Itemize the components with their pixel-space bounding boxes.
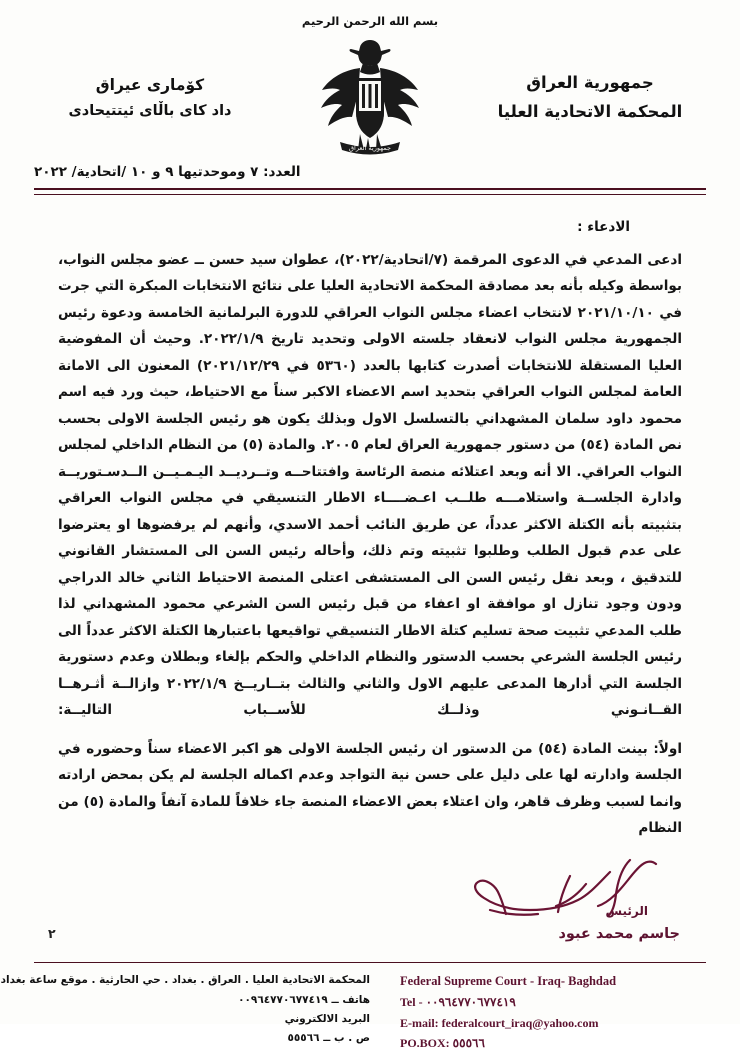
footer-email-label-arabic: البريد الالكتروني	[284, 1013, 370, 1026]
footer-address-arabic: المحكمة الاتحادية العليا . العراق . بغداد . حي الحارثية . موقع ساعة بغداد	[0, 974, 370, 987]
country-name-kurdish: كۆماری عیراق	[95, 75, 205, 94]
emblem-scroll-caption: جمهورية العراق	[349, 144, 391, 152]
footer-phone-label: هاتف ــ	[331, 993, 370, 1006]
footer-arabic-block	[0, 971, 370, 1053]
footer-phone-arabic	[40, 991, 370, 1010]
signature-block	[0, 860, 740, 958]
header-divider	[0, 188, 740, 195]
footer-pobox-english: PO.BOX: ٥٥٥٦٦	[400, 1036, 485, 1051]
footer-pobox-label: ص . ب ــ	[323, 1032, 370, 1045]
footer-tel-english: Tel - ٠٠٩٦٤٧٧٠٦٧٧٤١٩	[400, 995, 516, 1010]
claim-paragraph-2: اولاً: بينت المادة (٥٤) من الدستور ان رئيس الجلسة الاولى هو اكبر الاعضاء سناً وحضوره في الجلسة وادارته لها على دليل على حسن نية التواجد وعدم اكماله الجلسة لم يكن بمحض ارادته وانما لسبب وظرف قاهر، وان اعتلاء بعض الاعضاء المنصة جاء خلافاً للمادة آنفاً والمادة (٥) من النظام	[58, 740, 682, 837]
claim-section-label: الادعاء :	[577, 218, 630, 235]
divider-thick-line	[34, 188, 706, 190]
divider-thin-line	[34, 194, 706, 195]
signature-name: جاسم محمد عبود	[558, 925, 680, 942]
footer-phone-value: ٠٠٩٦٤٧٧٠٦٧٧٤١٩	[238, 993, 328, 1006]
footer-pobox-arabic	[40, 1029, 370, 1048]
footer-court-name-english: Federal Supreme Court - Iraq- Baghdad	[400, 974, 617, 989]
footer-pobox-value: ٥٥٥٦٦	[287, 1032, 320, 1045]
case-number-text: العدد: ٧ وموحدتيها ٩ و ١٠ /اتحادية/ ٢٠٢٢	[34, 164, 301, 180]
page-number: ٢	[48, 925, 56, 941]
eagle-of-saladin-emblem	[310, 34, 430, 162]
court-name-arabic: المحكمة الاتحادية العليا	[497, 102, 683, 121]
country-name-arabic: جمهورية العراق	[526, 73, 654, 93]
document-header	[0, 28, 740, 162]
court-name-kurdish: داد كای باڵای ئیتتیحادی	[68, 102, 232, 119]
signature-title: الرئيس	[605, 903, 648, 918]
document-footer	[0, 963, 740, 1053]
document-body	[0, 219, 740, 842]
claim-paragraph-1: ادعى المدعي في الدعوى المرقمة (٧/اتحادية/٢٠٢٢)، عطوان سيد حسن ــ عضو مجلس النواب، بواسطة وكيله بأنه بعد مصادقة المحكمة الاتحادية العليا على نتائج الانتخابات المبكرة التي جرت في ٢٠٢١/١٠/١٠ لانتخاب اعضاء مجلس النواب العراقي للدورة البرلمانية الخامسة ودعوة رئيس الجمهورية مجلس النواب لانعقاد جلسته الاولى وتحديد تاريخ ٢٠٢٢/١/٩. وحيث أن المفوضية العليا المستقلة للانتخابات أصدرت كتابها بالعدد (٥٣٦٠ في ٢٠٢١/١٢/٢٩) المعنون الى الامانة العامة لمجلس النواب العراقي بتحديد اسم الاعضاء الاكبر سناً مع الاحتياط، حيث ورد فيه اسم محمود داود سلمان المشهداني بالتسلسل الاول وبذلك يكون هو رئيس الجلسة الاولى بحسب نص المادة (٥٤) من دستور جمهورية العراق لعام ٢٠٠٥. والمادة (٥) من النظام الداخلي لمجلس النواب العراقي. الا أنه وبعد اعتلائه منصة الرئاسة وافتتاحــه وتــرديــد اليـمـيــن الــدسـتوريــة وادارة الجلســة واستلامـــه طلــب اعـضــــاء الاطار التنسيقي في مجلس النواب العراقي بتثبيته بأنه الكتلة الاكثر عدداً، عن طريق النائب أحمد الاسدي، وأنهم لم يرفضوها او يعترضوا على عدم قبول الطلب وطلبوا تثبيته وتم ذلك، وأحاله رئيس السن الى المستشار القانوني للتدقيق ، وبعد نقل رئيس السن الى المستشفى اعتلى المنصة الاحتياط الثاني خالد الدراجي ودون وجود تنازل او موافقة او اعفاء من قبل رئيس السن الشرعي محمود المشهداني لذا طلب المدعي تثبيت صحة تسليم كتلة الاطار التنسيقي تواقيعها باعتبارها الكتلة الاكثر عدداً الى رئيس الجلسة الشرعي بحسب الدستور والنظام الداخلي والحكم بإلغاء وبطلان وعدم دستورية الجلسة التي أدارها المدعى عليهم الاول والثاني والثالث بتــاريــخ ٢٠٢٢/١/٩ وازالــة أثـرهــا القــانـوني وذلــك للأســباب التاليــة:	[58, 251, 683, 719]
header-kurdish-titles	[34, 72, 266, 125]
footer-english-block	[400, 971, 700, 1053]
footer-email-english[interactable]: E-mail: federalcourt_iraq@yahoo.com	[400, 1015, 599, 1030]
header-arabic-titles	[474, 69, 706, 127]
basmala-text: بسم الله الرحمن الرحيم	[301, 14, 439, 28]
